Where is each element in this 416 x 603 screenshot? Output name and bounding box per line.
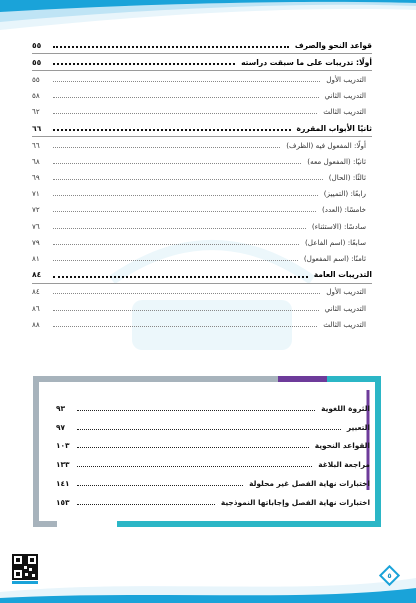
toc-row-8[interactable]: ثالثًا: (الحال) ٦٩ bbox=[32, 173, 366, 183]
toc-row-12[interactable]: سابعًا: (اسم الفاعل) ٧٩ bbox=[32, 237, 366, 247]
toc-row-11[interactable]: سادسًا: (الاستثناء) ٧٦ bbox=[32, 221, 366, 231]
toc-row-2[interactable]: التدريب الأول ٥٥ bbox=[32, 74, 366, 84]
toc-row-5[interactable]: ثانيًا الأبواب المقررة ٦٦ bbox=[32, 120, 372, 137]
toc-row-14[interactable]: التدريبات العامة ٨٤ bbox=[32, 267, 372, 284]
toc-row-17[interactable]: التدريب الثالث ٨٨ bbox=[32, 319, 366, 329]
toc-row-0[interactable]: قواعد النحو والصرف ٥٥ bbox=[32, 37, 372, 54]
toc-row-10[interactable]: خامسًا: (العدد) ٧٢ bbox=[32, 205, 366, 215]
appendix-row-4[interactable]: اختبارات نهاية الفصل غير محلولة ١٤١ bbox=[56, 479, 370, 489]
toc-row-16[interactable]: التدريب الثاني ٨٦ bbox=[32, 303, 366, 313]
qr-code-icon[interactable] bbox=[12, 554, 38, 584]
appendix-box bbox=[30, 372, 384, 532]
toc-row-4[interactable]: التدريب الثالث ٦٢ bbox=[32, 107, 366, 117]
appendix-row-0[interactable]: الثروة اللغوية ٩٣ bbox=[56, 403, 370, 413]
toc-row-9[interactable]: رابعًا: (التمييز) ٧١ bbox=[32, 189, 366, 199]
page-number: ٥ bbox=[387, 571, 392, 580]
toc-row-6[interactable]: أولًا: المفعول فيه (الظرف) ٦٦ bbox=[32, 140, 366, 150]
bottom-swoosh-decoration bbox=[0, 548, 416, 603]
appendix-row-2[interactable]: القواعد النحوية ١٠٣ bbox=[56, 441, 370, 451]
appendix-list bbox=[56, 399, 370, 512]
toc-row-1[interactable]: أولًا: تدريبات على ما سبقت دراسته ٥٥ bbox=[32, 54, 372, 71]
toc-row-3[interactable]: التدريب الثاني ٥٨ bbox=[32, 91, 366, 101]
appendix-row-5[interactable]: اختبارات نهاية الفصل وإجاباتها النموذجية ١٥٣ bbox=[56, 497, 370, 507]
table-of-contents bbox=[32, 37, 372, 332]
toc-row-7[interactable]: ثانيًا: (المفعول معه) ٦٨ bbox=[32, 156, 366, 166]
toc-row-15[interactable]: التدريب الأول ٨٤ bbox=[32, 287, 366, 297]
appendix-row-1[interactable]: التعبير ٩٧ bbox=[56, 422, 370, 432]
toc-row-13[interactable]: ثامنًا: (اسم المفعول) ٨١ bbox=[32, 254, 366, 264]
top-swoosh-decoration bbox=[0, 0, 416, 40]
appendix-row-3[interactable]: مراجعة البلاغة ١٣٣ bbox=[56, 460, 370, 470]
